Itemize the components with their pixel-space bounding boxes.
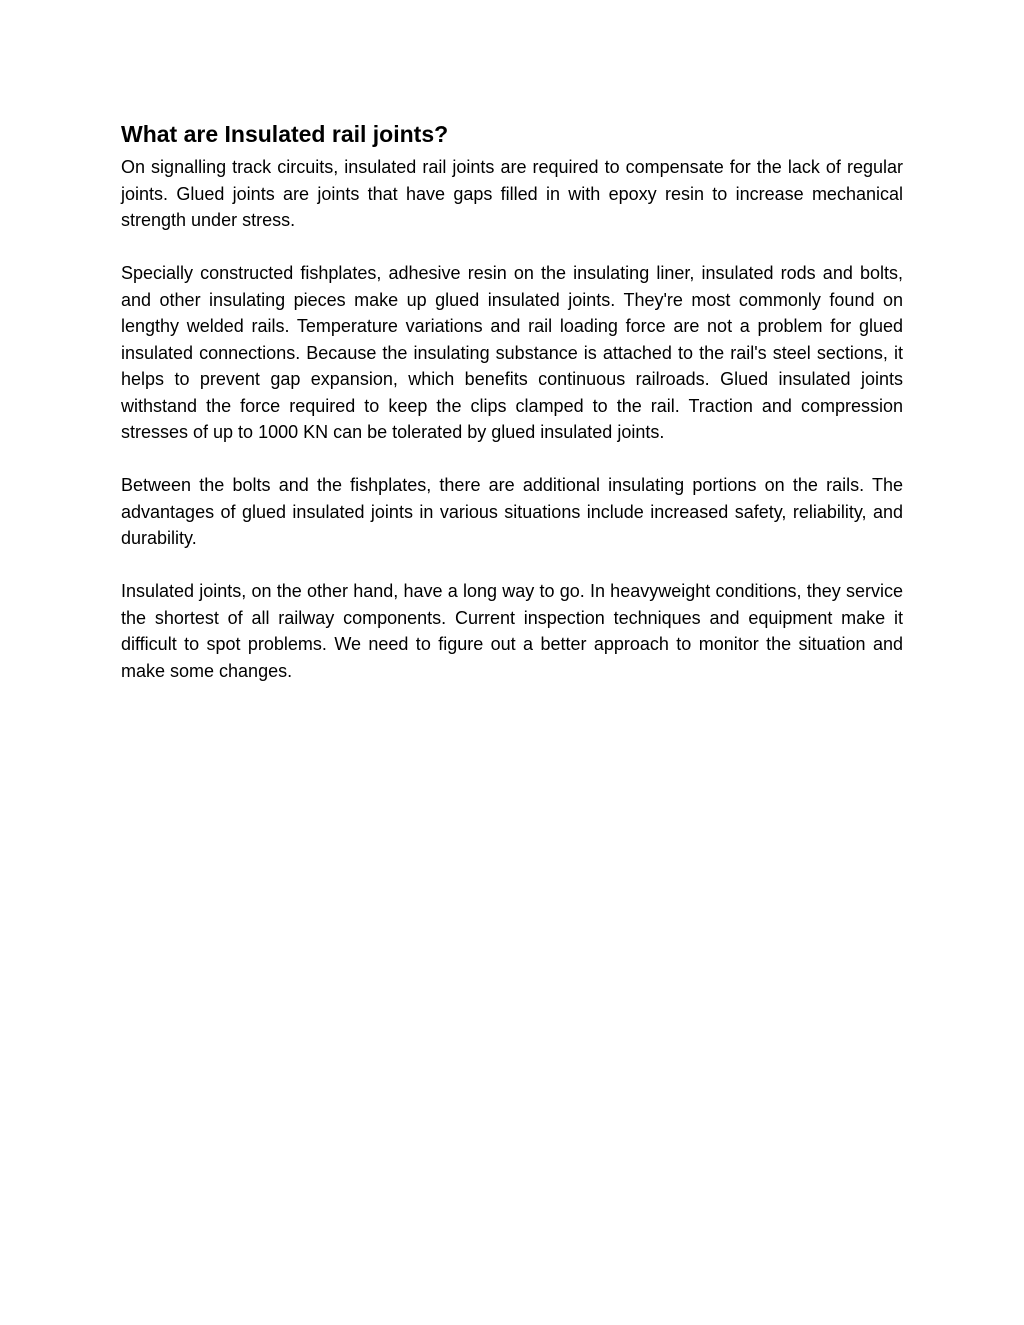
document-title: What are Insulated rail joints?: [121, 121, 449, 147]
paragraph-glued-joints: Specially constructed fishplates, adhesive resin on the insulating liner, insulated rods and bolts, and other insulating pieces make up glued insulated joints. They're most commonly found on lengthy welded rails. Temperature variations and rail loading force are not a problem for glued insulated connections. Because the insulating substance is attached to the rail's steel sections, it helps to prevent gap expansion, which benefits continuous railroads. Glued insulated joints withstand the force required to keep the clips clamped to the rail. Traction and compression stresses of up to 1000 KN can be tolerated by glued insulated joints.: [121, 263, 903, 442]
document-page: [121, 118, 903, 711]
paragraph-advantages: Between the bolts and the fishplates, there are additional insulating portions on the rails. The advantages of glued insulated joints in various situations include increased safety, reliability, and durability.: [121, 475, 903, 548]
paragraph-intro: On signalling track circuits, insulated rail joints are required to compensate for the lack of regular joints. Glued joints are joints that have gaps filled in with epoxy resin to increase mechanical strength under stress.: [121, 157, 903, 230]
paragraph-challenges: Insulated joints, on the other hand, have a long way to go. In heavyweight conditions, they service the shortest of all railway components. Current inspection techniques and equipment make it difficult to spot problems. We need to figure out a better approach to monitor the situation and make some changes.: [121, 581, 903, 681]
